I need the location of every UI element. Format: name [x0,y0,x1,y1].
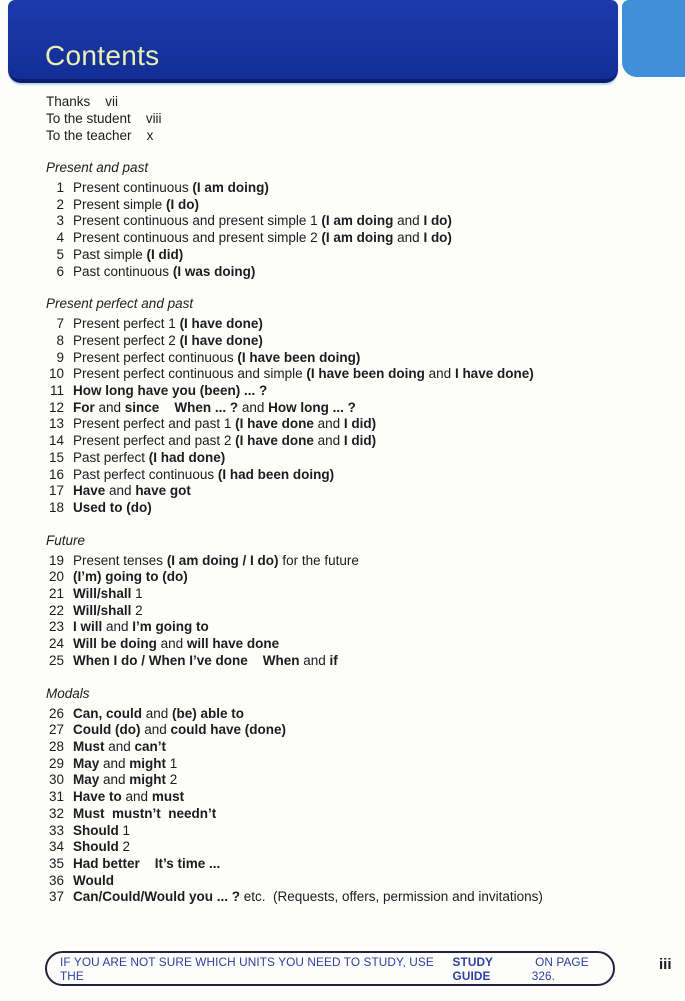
unit-title: Present continuous and present simple 2 (I am doing and I do) [73,230,452,246]
toc-sections [46,159,626,906]
unit-number: 29 [48,755,64,771]
toc-item [46,400,626,417]
unit-number: 1 [56,180,64,195]
unit-title: Present perfect 2 (I have done) [73,332,263,348]
front-matter-row [46,110,626,127]
toc-item [46,247,626,264]
toc-item [46,230,626,247]
unit-title: Have and have got [73,483,191,499]
front-matter-page-ref: viii [145,111,162,126]
unit-number: 24 [48,636,64,652]
toc-item [46,636,626,653]
toc-item [46,180,626,197]
section-heading: Modals [46,685,90,701]
unit-title: Have to and must [73,789,185,805]
unit-title: Used to (do) [73,499,152,515]
front-matter-label: Thanks [46,94,91,109]
toc-item [46,653,626,670]
unit-number: 11 [49,383,64,399]
unit-number: 20 [48,569,64,585]
unit-number: 27 [48,722,64,738]
toc-item [46,789,626,806]
unit-title: Present simple (I do) [73,196,200,212]
unit-number: 14 [48,433,64,449]
unit-number: 10 [48,366,64,382]
unit-number: 15 [48,449,64,465]
toc-section [46,685,626,906]
table-of-contents [46,93,626,906]
unit-number: 4 [56,230,64,246]
front-matter-row [46,93,626,110]
unit-title: Must mustn’t needn’t [73,805,217,821]
front-matter-page-ref: x [146,128,154,143]
unit-title: Must and can’t [73,738,167,754]
unit-title: Past continuous (I was doing) [73,263,256,279]
section-heading: Present and past [46,160,149,175]
toc-item [46,416,626,433]
unit-title: Will/shall 1 [73,586,143,602]
front-matter-label: To the student [46,111,131,126]
toc-item [46,603,626,620]
unit-title: Can, could and (be) able to [73,705,245,721]
unit-number: 13 [48,416,64,432]
toc-item [46,383,626,400]
unit-title: How long have you (been) ... ? [73,383,268,399]
unit-title: For and since When ... ? and How long ... ? [73,399,356,415]
toc-item [46,433,626,450]
toc-item [46,873,626,890]
unit-title: Past simple (I did) [73,246,184,262]
unit-title: Will/shall 2 [73,602,143,618]
toc-item [46,706,626,723]
unit-title: Had better It’s time ... [73,855,221,871]
header-banner [8,0,618,83]
unit-title: May and might 2 [73,772,178,788]
section-heading: Future [46,532,86,548]
toc-item [46,856,626,873]
unit-title: Would [73,872,114,888]
unit-title: Present continuous and present simple 1 (I am doing and I do) [73,213,452,229]
unit-number: 23 [48,619,64,635]
toc-item [46,467,626,484]
unit-number: 17 [48,483,64,499]
toc-item [46,839,626,856]
unit-title: Should 2 [73,839,131,855]
page-number: iii [659,956,672,973]
toc-item [46,586,626,603]
toc-item [46,569,626,586]
unit-number: 35 [48,855,64,871]
unit-number: 31 [48,789,64,805]
unit-number: 28 [48,738,64,754]
toc-item [46,500,626,517]
unit-title: (I’m) going to (do) [73,569,188,585]
unit-title: When I do / When I’ve done When and if [73,652,338,668]
unit-title: Present perfect and past 2 (I have done and I did) [73,433,377,449]
unit-title: Present perfect 1 (I have done) [73,316,263,332]
toc-item [46,619,626,636]
unit-number: 37 [48,889,64,905]
unit-number: 30 [48,772,64,788]
toc-item [46,350,626,367]
unit-title: Should 1 [73,822,131,838]
section-heading: Present perfect and past [46,296,194,312]
study-guide-note: IF YOU ARE NOT SURE WHICH UNITS YOU NEED TO STUDY, USE THE STUDY GUIDE ON PAGE 326. [45,951,615,986]
unit-number: 16 [48,466,64,482]
unit-number: 36 [48,872,64,888]
unit-number: 19 [48,552,64,568]
unit-title: Present continuous (I am doing) [73,180,269,195]
toc-section [46,159,626,280]
unit-number: 9 [56,349,64,365]
front-matter-row [46,127,626,144]
unit-title: Present tenses (I am doing / I do) for the future [73,552,359,568]
toc-item [46,197,626,214]
unit-number: 2 [56,196,64,212]
unit-number: 5 [56,246,64,262]
unit-number: 6 [56,263,64,279]
unit-number: 33 [48,822,64,838]
unit-title: May and might 1 [73,755,178,771]
front-matter-label: To the teacher [46,128,132,143]
toc-section [46,295,626,516]
toc-item [46,333,626,350]
unit-number: 3 [56,213,64,229]
unit-number: 18 [48,499,64,515]
unit-title: Past perfect (I had done) [73,449,226,465]
unit-title: Will be doing and will have done [73,636,280,652]
toc-section [46,532,626,670]
unit-number: 21 [48,586,64,602]
toc-item [46,264,626,281]
unit-title: Past perfect continuous (I had been doing) [73,466,335,482]
unit-number: 7 [56,316,64,332]
front-matter-page-ref: vii [105,94,119,109]
unit-title: Present perfect continuous and simple (I have been doing and I have done) [73,366,534,382]
page-title: Contents [45,40,160,71]
toc-item [46,450,626,467]
unit-title: I will and I’m going to [73,619,209,635]
unit-number: 26 [48,705,64,721]
unit-title: Present perfect and past 1 (I have done and I did) [73,416,377,432]
toc-item [46,739,626,756]
unit-number: 34 [48,839,64,855]
unit-number: 22 [48,602,64,618]
toc-item [46,756,626,773]
front-matter-list [46,93,626,144]
toc-item [46,806,626,823]
unit-title: Present perfect continuous (I have been doing) [73,349,361,365]
unit-number: 8 [56,332,64,348]
toc-item [46,483,626,500]
unit-number: 25 [48,652,64,668]
unit-title: Can/Could/Would you ... ? etc. (Requests, offers, permission and invitations) [73,889,543,905]
unit-number: 32 [48,805,64,821]
toc-item [46,366,626,383]
toc-item [46,823,626,840]
toc-item [46,316,626,333]
toc-item [46,213,626,230]
toc-item [46,553,626,570]
toc-item [46,772,626,789]
unit-number: 12 [48,399,64,415]
unit-title: Could (do) and could have (done) [73,722,287,738]
corner-tab [622,0,685,77]
toc-item [46,889,626,906]
toc-item [46,722,626,739]
